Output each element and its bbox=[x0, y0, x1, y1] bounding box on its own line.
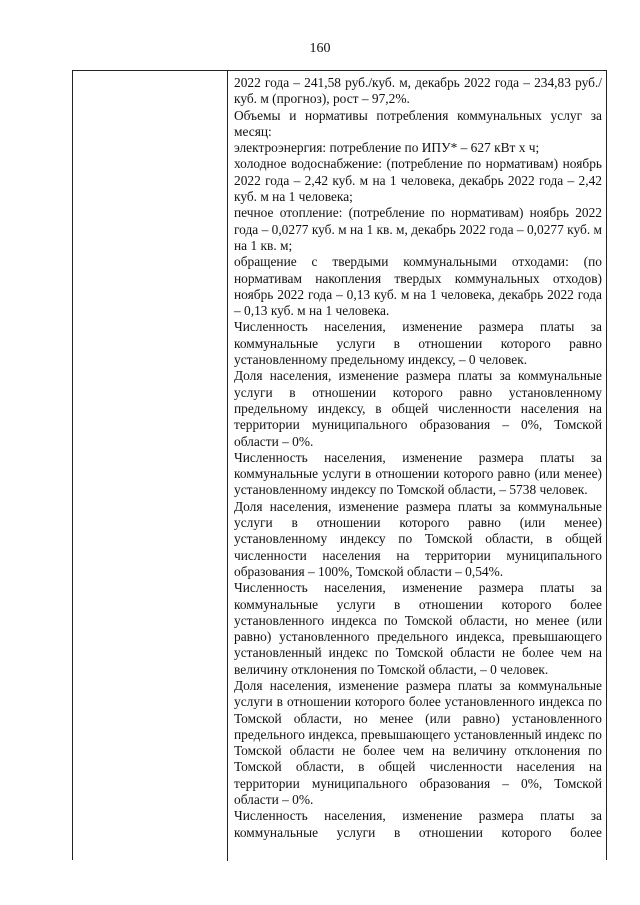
paragraph-share-above-regional: Доля населения, изменение размера платы за коммунальные услуги в отношении которого более установленного индекса по Томской области, но менее (или равно) установленного предельного индекса, превышающего установленный индекс по Томской области не более чем на величину отклонения по Томской области, в общей численности населения на территории муниципального образования – 0%, Томской области – 0%. bbox=[234, 677, 602, 808]
paragraph-tariff-growth: 2022 года – 241,58 руб./куб. м, декабрь 2022 года – 234,83 руб./куб. м (прогноз), рост – 97,2%. bbox=[234, 75, 602, 107]
paragraph-cold-water: холодное водоснабжение: (потребление по нормативам) ноябрь 2022 года – 2,42 куб. м на 1 человека, декабрь 2022 года – 2,42 куб. м на 1 человека; bbox=[234, 156, 602, 205]
paragraph-stove-heating: печное отопление: (потребление по нормативам) ноябрь 2022 года – 0,0277 куб. м на 1 кв. м, декабрь 2022 года – 0,0277 куб. м на 1 кв. м; bbox=[234, 205, 602, 253]
paragraph-population-above-regional: Численность населения, изменение размера платы за коммунальные услуги в отношении которого более установленного индекса по Томской области, но менее (или равно) установленного предельного индекса, превышающего установленный индекс по Томской области не более чем на величину отклонения по Томской области, – 0 человек. bbox=[234, 580, 602, 677]
paragraph-population-continued: Численность населения, изменение размера платы за коммунальные услуги в отношении которого более bbox=[234, 808, 602, 840]
table-right-cell bbox=[234, 75, 602, 841]
table-left-cell bbox=[73, 71, 227, 861]
paragraph-electricity: электроэнергия: потребление по ИПУ* – 627 кВт х ч; bbox=[234, 140, 540, 156]
page-number: 160 bbox=[309, 41, 331, 56]
paragraph-population-regional-index: Численность населения, изменение размера платы за коммунальные услуги в отношении которого равно (или менее) установленному индексу по Томской области, – 5738 человек. bbox=[234, 449, 602, 498]
paragraph-share-regional-index: Доля населения, изменение размера платы за коммунальные услуги в отношении которого равно (или менее) установленному индексу по Томской области, в общей численности населения на территории муниципального образования – 100%, Томской области – 0,54%. bbox=[234, 498, 602, 579]
paragraph-population-limit-index: Численность населения, изменение размера платы за коммунальные услуги в отношении которого равно установленному предельному индексу, – 0 человек. bbox=[234, 319, 602, 368]
paragraph-solid-waste: обращение с твердыми коммунальными отходами: (по нормативам накопления твердых коммунальных отходов) ноябрь 2022 года – 0,13 куб. м на 1 человека, декабрь 2022 года – 0,13 куб. м на 1 человека. bbox=[234, 254, 602, 319]
paragraph-consumption-heading: Объемы и нормативы потребления коммунальных услуг за месяц: bbox=[234, 107, 602, 139]
paragraph-share-limit-index: Доля населения, изменение размера платы за коммунальные услуги в отношении которого равно установленному предельному индексу, в общей численности населения на территории муниципального образования – 0%, Томской области – 0%. bbox=[234, 368, 602, 449]
document-table bbox=[72, 70, 607, 860]
column-divider bbox=[227, 71, 228, 861]
